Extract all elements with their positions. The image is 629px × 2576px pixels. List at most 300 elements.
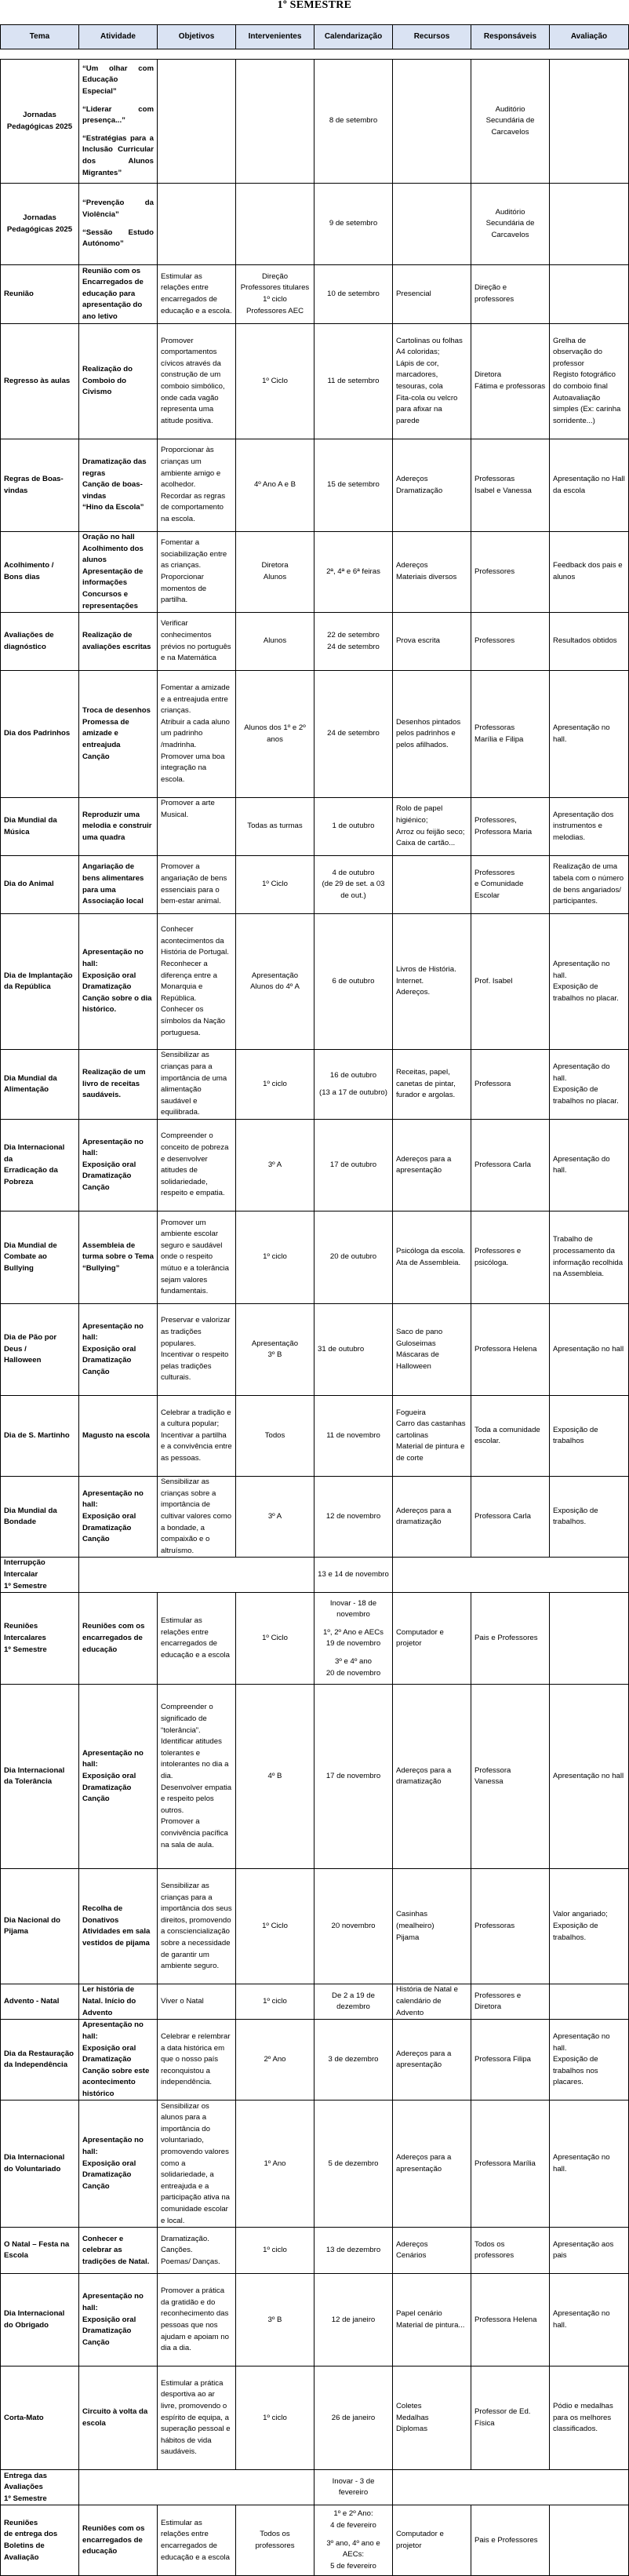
cell-recursos [393, 2228, 471, 2274]
cell-avaliacao [550, 184, 629, 265]
header-intervenientes: Intervenientes [236, 25, 314, 49]
tema-line: Pedagógicas 2025 [6, 122, 73, 131]
tema-line: Acolhimento / [4, 561, 54, 570]
tema-line: Jornadas [23, 110, 56, 119]
cell-recursos [393, 1396, 471, 1477]
avaliacao-line: Feedback dos pais e alunos [553, 561, 623, 582]
objetivos-line: Reconhecer a diferença entre a Monarquia e República. [161, 959, 217, 1003]
atividade-line: Reproduzir uma melodia e construir uma quadra [82, 810, 152, 842]
calendarizacao-line: 9 de setembro [329, 219, 378, 228]
recursos-line: Computador e projetor [396, 2530, 444, 2550]
cell-atividade [79, 671, 158, 798]
cell-intervenientes [236, 1211, 314, 1304]
calendarizacao-line: 6 de outubro [332, 976, 375, 986]
cell-tema [1, 1211, 79, 1304]
calendarizacao-line: 24 de setembro [327, 729, 380, 738]
cell-recursos [393, 1304, 471, 1396]
table-row [1, 1304, 629, 1396]
recursos-line: cartolinas [396, 1430, 429, 1440]
cell-recursos [393, 613, 471, 671]
tema-line: Advento - Natal [4, 1997, 60, 2006]
table-row [1, 2020, 629, 2101]
cell-recursos [393, 439, 471, 532]
table-row [1, 2366, 629, 2470]
objetivos-line: Celebrar a tradição e a cultura popular; [161, 1408, 231, 1429]
recursos-line: Prova escrita [396, 636, 440, 646]
cell-objetivos [158, 2505, 236, 2576]
avaliacao-line: Trabalho de processamento da informação recolhida na Assembleia. [553, 1235, 624, 1279]
header-tema: Tema [1, 25, 79, 49]
atividade-line: “Hino da Escola” [82, 503, 144, 512]
atividade-line: “Prevenção da Violência” [82, 199, 154, 219]
avaliacao-line: Resultados obtidos [553, 636, 617, 646]
cell-recursos [393, 914, 471, 1050]
avaliacao-line: Grelha de observação do professor [553, 336, 602, 368]
cell-calendarizacao [314, 2228, 393, 2274]
cell-calendarizacao [314, 2366, 393, 2470]
cell-atividade [79, 2505, 158, 2576]
table-row [1, 532, 629, 613]
cell-calendarizacao [314, 1558, 393, 1593]
cell-intervenientes [236, 184, 314, 265]
table-row [1, 1984, 629, 2020]
recursos-line: Coletes [396, 2402, 422, 2411]
avaliacao-line: Exposição de trabalhos [553, 1425, 598, 1446]
cell-tema [1, 2228, 79, 2274]
avaliacao-line: Valor angariado; [553, 1910, 608, 1919]
cell-objetivos [158, 1211, 236, 1304]
objetivos-line: Promover a arte Musical. [161, 799, 215, 819]
cell-intervenientes [236, 1869, 314, 1984]
recursos-line: Máscaras de Halloween [396, 1350, 439, 1371]
cell-tema [1, 1869, 79, 1984]
tema-line: Dia Internacional do Obrigado [4, 2309, 65, 2330]
cell-recursos [393, 671, 471, 798]
cell-empty [79, 2470, 314, 2505]
objetivos-line: Canções. [161, 2246, 193, 2255]
atividade-line: Magusto na escola [82, 1430, 150, 1440]
tema-line: Boletins de [4, 2541, 45, 2550]
cell-calendarizacao [314, 2274, 393, 2366]
objetivos-line: Promover a angariação de bens essenciais para o bem-estar animal. [161, 862, 227, 906]
activities-table [0, 59, 629, 2576]
cell-avaliacao [550, 1593, 629, 1685]
cell-objetivos [158, 2366, 236, 2470]
cell-recursos [393, 856, 471, 914]
cell-objetivos [158, 914, 236, 1050]
intervenientes-line: Apresentação [251, 1339, 299, 1348]
cell-tema [1, 2101, 79, 2228]
cell-objetivos [158, 1396, 236, 1477]
recursos-line: Pijama [396, 1933, 420, 1942]
recursos-line: Adereços para a dramatização [396, 1765, 452, 1787]
cell-atividade [79, 2228, 158, 2274]
objetivos-line: Promover a prática da gratidão e do reconhecimento das pessoas que nos ajudam e apoiam no dia a dia. [161, 2286, 229, 2353]
recursos-line: Desenhos pintados pelos padrinhos e pelos afilhados. [396, 717, 461, 749]
cell-objetivos [158, 1120, 236, 1211]
cell-tema [1, 532, 79, 613]
tema-line: Erradicação da Pobreza [4, 1166, 58, 1186]
cell-intervenientes [236, 532, 314, 613]
cell-avaliacao [550, 1396, 629, 1477]
responsaveis-line: Professor de Ed. Física [474, 2407, 531, 2428]
recursos-line: Adereços para a apresentação [396, 2049, 452, 2070]
cell-avaliacao [550, 2101, 629, 2228]
recursos-line: Materiais diversos [396, 573, 457, 582]
table-row [1, 1211, 629, 1304]
atividade-line: Apresentação no hall: [82, 948, 144, 968]
atividade-line: Apresentação no hall: [82, 1748, 144, 1769]
tema-line: Regresso às aulas [4, 376, 71, 385]
cell-avaliacao [550, 2274, 629, 2366]
tema-line: Reuniões [4, 2518, 38, 2527]
avaliacao-line: Apresentação dos instrumentos e melodias. [553, 810, 614, 842]
calendarizacao-line: 31 de outubro [318, 1344, 365, 1354]
tema-line: Dia Mundial da Alimentação [4, 1073, 57, 1095]
atividade-line: Canção [82, 2181, 110, 2191]
cell-atividade [79, 439, 158, 532]
tema-line: Halloween [4, 1356, 42, 1365]
cell-calendarizacao [314, 2470, 393, 2505]
cell-atividade [79, 1593, 158, 1685]
responsaveis-line: Auditório [495, 207, 525, 217]
table-row [1, 856, 629, 914]
responsaveis-line: Professora [474, 1765, 511, 1775]
intervenientes-line: 1º Ciclo [262, 1634, 288, 1643]
tema-line: Dia Internacional da [4, 1142, 65, 1164]
cell-tema [1, 60, 79, 184]
tema-line: Corta-Mato [4, 2413, 44, 2422]
cell-responsaveis [471, 1984, 550, 2020]
cell-atividade [79, 1984, 158, 2020]
calendarizacao-line: 2ª, 4ª e 6ª feiras [326, 567, 380, 576]
cell-intervenientes [236, 1984, 314, 2020]
responsaveis-line: Professores, [474, 816, 517, 825]
cell-calendarizacao [314, 2101, 393, 2228]
avaliacao-line: Exposição de trabalhos. [553, 1506, 598, 1527]
calendarizacao-line: 8 de setembro [329, 116, 378, 126]
intervenientes-line: 3º A [267, 1511, 282, 1521]
cell-responsaveis [471, 1477, 550, 1558]
cell-avaliacao [550, 2505, 629, 2576]
objetivos-line: Sensibilizar as crianças para a importância dos seus direitos, promovendo a consciencialização sobre a necessidade de garantir um ambiente seguro. [161, 1881, 232, 1971]
cell-atividade [79, 532, 158, 613]
atividade-line: “Um olhar com Educação Especial” [82, 64, 154, 97]
recursos-line: Ata de Assembleia. [396, 1258, 461, 1267]
avaliacao-line: Registo fotográfico do comboio final [553, 370, 616, 391]
cell-avaliacao [550, 798, 629, 856]
calendarizacao-line: 20 de outubro [329, 1252, 377, 1262]
cell-responsaveis [471, 1211, 550, 1304]
cell-tema [1, 914, 79, 1050]
cell-tema [1, 1593, 79, 1685]
tema-line: Dia do Animal [4, 880, 54, 889]
cell-tema [1, 1396, 79, 1477]
cell-atividade [79, 1396, 158, 1477]
calendarizacao-line [318, 1621, 389, 1627]
recursos-line: Adereços. [396, 988, 431, 997]
cell-recursos [393, 532, 471, 613]
tema-line: Dia de Pão por Deus / [4, 1333, 57, 1354]
calendarizacao-line: 17 de novembro [325, 1772, 381, 1781]
objetivos-line: Conhecer os símbolos da Nação portuguesa. [161, 1005, 226, 1037]
cell-objetivos [158, 613, 236, 671]
responsaveis-line: Professora [474, 1079, 511, 1088]
cell-avaliacao [550, 324, 629, 439]
cell-empty [79, 1558, 314, 1593]
cell-atividade [79, 60, 158, 184]
calendarizacao-line: 11 de setembro [327, 376, 380, 385]
table-row [1, 1050, 629, 1120]
header-row [1, 25, 629, 49]
tema-line: Avaliações [4, 2483, 43, 2492]
objetivos-line: Preservar e valorizar as tradições populares. [161, 1316, 231, 1348]
cell-tema [1, 324, 79, 439]
atividade-line: Promessa de amizade e entreajuda [82, 717, 129, 749]
responsaveis-line: Todos os professores [474, 2239, 514, 2261]
atividade-line: Realização de avaliações escritas [82, 631, 151, 651]
cell-atividade [79, 798, 158, 856]
table-row [1, 60, 629, 184]
responsaveis-line: Secundária de [485, 219, 535, 228]
cell-objetivos [158, 532, 236, 613]
cell-calendarizacao [314, 184, 393, 265]
objetivos-line: Fomentar a amizade e a entreajuda entre crianças. [161, 683, 230, 716]
tema-line: Reuniões [4, 1622, 38, 1631]
cell-intervenientes [236, 1396, 314, 1477]
atividade-line [82, 127, 154, 133]
cell-avaliacao [550, 60, 629, 184]
cell-responsaveis [471, 1396, 550, 1477]
objetivos-line: Promover um ambiente escolar seguro e saudável onde o respeito mútuo e a tolerância sejam valores fundamentais. [161, 1218, 229, 1296]
calendarizacao-line: Inovar - 18 de novembro [329, 1598, 377, 1620]
cell-atividade [79, 2274, 158, 2366]
cell-tema [1, 1120, 79, 1211]
responsaveis-line: Pais e Professores [474, 1634, 538, 1643]
atividade-line: Recolha de Donativos [82, 1904, 123, 1925]
recursos-line: Papel cenário [396, 2309, 442, 2319]
atividade-line: Canção [82, 1794, 110, 1804]
cell-avaliacao [550, 856, 629, 914]
cell-intervenientes [236, 324, 314, 439]
responsaveis-line: Professora Helena [474, 1344, 537, 1354]
atividade-line: Canção [82, 752, 110, 761]
calendarizacao-line: 1 de outubro [332, 822, 375, 831]
cell-objetivos [158, 1050, 236, 1120]
tema-line: Dia Internacional do Voluntariado [4, 2153, 65, 2173]
cell-responsaveis [471, 1050, 550, 1120]
cell-calendarizacao [314, 1396, 393, 1477]
avaliacao-line: Apresentação no hall. [553, 723, 610, 744]
intervenientes-line: 1º Ciclo [262, 880, 288, 889]
cell-recursos [393, 1477, 471, 1558]
table-row [1, 1396, 629, 1477]
calendarizacao-line: 26 de janeiro [331, 2413, 376, 2422]
cell-recursos [393, 324, 471, 439]
objetivos-line: Celebrar e relembrar a data histórica em que o nosso país reconquistou a independência. [161, 2031, 231, 2087]
cell-recursos [393, 1984, 471, 2020]
cell-tema [1, 856, 79, 914]
cell-responsaveis [471, 2020, 550, 2101]
cell-calendarizacao [314, 60, 393, 184]
cell-responsaveis [471, 2274, 550, 2366]
cell-avaliacao [550, 914, 629, 1050]
cell-atividade [79, 1050, 158, 1120]
table-row [1, 2274, 629, 2366]
atividade-line: Apresentação no hall: [82, 2292, 144, 2313]
responsaveis-line: Professores [474, 567, 515, 576]
cell-responsaveis [471, 671, 550, 798]
cell-intervenientes [236, 613, 314, 671]
calendarizacao-line: 10 de setembro [327, 289, 380, 298]
objetivos-line: Promover uma boa integração na escola. [161, 752, 225, 784]
tema-line: Dia Nacional do Pijama [4, 1915, 60, 1937]
objetivos-line: Compreender o significado de “tolerância”. [161, 1703, 213, 1735]
calendarizacao-line: (de 29 de set. a 03 de out.) [322, 880, 385, 900]
avaliacao-line: Exposição de trabalhos. [553, 1922, 598, 1942]
atividade-line: Realização de um livro de receitas saudáveis. [82, 1068, 146, 1100]
intervenientes-line: Todos os professores [255, 2530, 295, 2550]
cell-avaliacao [550, 1120, 629, 1211]
cell-intervenientes [236, 439, 314, 532]
tema-line: Pedagógicas 2025 [6, 224, 73, 234]
cell-recursos [393, 60, 471, 184]
atividade-line: Canção sobre o dia histórico. [82, 993, 152, 1015]
intervenientes-line: 1º ciclo [263, 1252, 287, 1262]
cell-intervenientes [236, 671, 314, 798]
intervenientes-line: 1º Ano [264, 2159, 286, 2168]
cell-responsaveis [471, 1304, 550, 1396]
cell-recursos [393, 1211, 471, 1304]
avaliacao-line: Apresentação no hall. [553, 2309, 610, 2330]
cell-objetivos [158, 2274, 236, 2366]
responsaveis-line: Professores [474, 868, 515, 877]
tema-line: Intercalares [4, 1634, 46, 1643]
tema-line: Dia Internacional da Tolerância [4, 1765, 65, 1787]
objetivos-line: Sensibilizar os alunos para a importância do voluntariado, promovendo valores como a solidariedade, a entreajuda e a participação ativa na comunidade escolar e local. [161, 2101, 230, 2225]
tema-line: Dia Mundial da Música [4, 816, 57, 836]
intervenientes-line: 1º Ciclo [262, 376, 288, 385]
calendarizacao-line: 1º e 2º Ano: [333, 2509, 373, 2519]
intervenientes-line: 1º ciclo [263, 1079, 287, 1088]
cell-intervenientes [236, 914, 314, 1050]
intervenientes-line: Alunos do 4º A [250, 982, 300, 992]
recursos-line: Adereços para a apresentação [396, 1154, 452, 1175]
atividade-line: Conhecer e celebrar as tradições de Natal. [82, 2234, 150, 2266]
cell-tema [1, 1304, 79, 1396]
table-row [1, 1869, 629, 1984]
cell-calendarizacao [314, 265, 393, 324]
cell-tema [1, 1558, 79, 1593]
table-row [1, 1685, 629, 1869]
tema-line: Avaliações de diagnóstico [4, 631, 54, 651]
tema-line: Avaliação [4, 2552, 39, 2562]
calendarizacao-line: 3 de dezembro [328, 2055, 379, 2064]
cell-intervenientes [236, 1304, 314, 1396]
responsaveis-line: Secundária de [485, 116, 535, 126]
recursos-line: Arroz ou feijão seco; [396, 827, 465, 836]
cell-responsaveis [471, 1869, 550, 1984]
cell-recursos [393, 2505, 471, 2576]
cell-calendarizacao [314, 532, 393, 613]
cell-tema [1, 2020, 79, 2101]
cell-objetivos [158, 1477, 236, 1558]
table-row [1, 2101, 629, 2228]
cell-recursos [393, 1120, 471, 1211]
table-row [1, 914, 629, 1050]
tema-line: Intercalar [4, 1570, 38, 1579]
cell-objetivos [158, 2101, 236, 2228]
intervenientes-line: 4º B [267, 1772, 282, 1781]
atividade-line: Dramatização [82, 2170, 132, 2180]
calendarizacao-line: 13 e 14 de novembro [318, 1570, 389, 1579]
cell-calendarizacao [314, 1869, 393, 1984]
cell-atividade [79, 1869, 158, 1984]
tema-line: 1º Semestre [4, 1581, 47, 1590]
cell-responsaveis [471, 2505, 550, 2576]
atividade-line: Exposição oral [82, 2159, 136, 2168]
cell-tema [1, 1050, 79, 1120]
recursos-line: Livros de História. [396, 965, 456, 975]
responsaveis-line: Pais e Professores [474, 2535, 538, 2545]
cell-avaliacao [550, 265, 629, 324]
table-row [1, 265, 629, 324]
cell-tema [1, 2366, 79, 2470]
recursos-line: Material de pintura... [396, 2320, 465, 2330]
cell-responsaveis [471, 1593, 550, 1685]
responsaveis-line: Isabel e Vanessa [474, 486, 532, 495]
atividade-line: Ler história de Natal. Início do Advento [82, 1985, 136, 2017]
calendarizacao-line: 19 de novembro [325, 1639, 381, 1649]
cell-avaliacao [550, 2366, 629, 2470]
cell-tema [1, 2505, 79, 2576]
recursos-line: Adereços [396, 561, 428, 570]
atividade-line: Reuniões com os encarregados de educação [82, 2524, 145, 2556]
atividade-line: Dramatização [82, 1783, 132, 1792]
intervenientes-line: Direção [261, 271, 289, 281]
cell-objetivos [158, 1869, 236, 1984]
responsaveis-line: Diretora [474, 370, 502, 380]
objetivos-line: Conhecer acontecimentos da História de Portugal. [161, 925, 229, 957]
recursos-line: Receitas, papel, canetas de pintar, furador e argolas. [396, 1068, 456, 1100]
cell-responsaveis [471, 265, 550, 324]
calendarizacao-line [318, 1650, 389, 1656]
objetivos-line: Promover comportamentos cívicos através da construção de um comboio simbólico, onde cada vagão representa uma atitude positiva. [161, 336, 225, 425]
avaliacao-line: Realização de uma tabela com o número de bens angariados/ participantes. [553, 862, 624, 906]
intervenientes-line: Professores titulares 1º ciclo [240, 283, 310, 304]
recursos-line: Presencial [396, 289, 431, 298]
cell-avaliacao [550, 1211, 629, 1304]
recursos-line: Rolo de papel higiénico; [396, 804, 443, 825]
cell-objetivos [158, 671, 236, 798]
calendarizacao-line: 4 de outubro [332, 868, 375, 877]
header-objetivos: Objetivos [158, 25, 236, 49]
recursos-line: Material de pintura e de corte [396, 1442, 465, 1463]
cell-objetivos [158, 798, 236, 856]
cell-recursos [393, 2366, 471, 2470]
cell-calendarizacao [314, 2020, 393, 2101]
recursos-line: Saco de pano [396, 1327, 443, 1336]
cell-avaliacao [550, 671, 629, 798]
calendarizacao-line: 1º, 2º Ano e AECs [323, 1627, 384, 1637]
intervenientes-line: 1º ciclo [263, 2413, 287, 2422]
cell-atividade [79, 2020, 158, 2101]
cell-atividade [79, 914, 158, 1050]
cell-calendarizacao [314, 1685, 393, 1869]
intervenientes-line: Diretora [261, 561, 289, 570]
intervenientes-line: 4º Ano A e B [253, 480, 296, 490]
recursos-line: Cenários [396, 2251, 427, 2261]
